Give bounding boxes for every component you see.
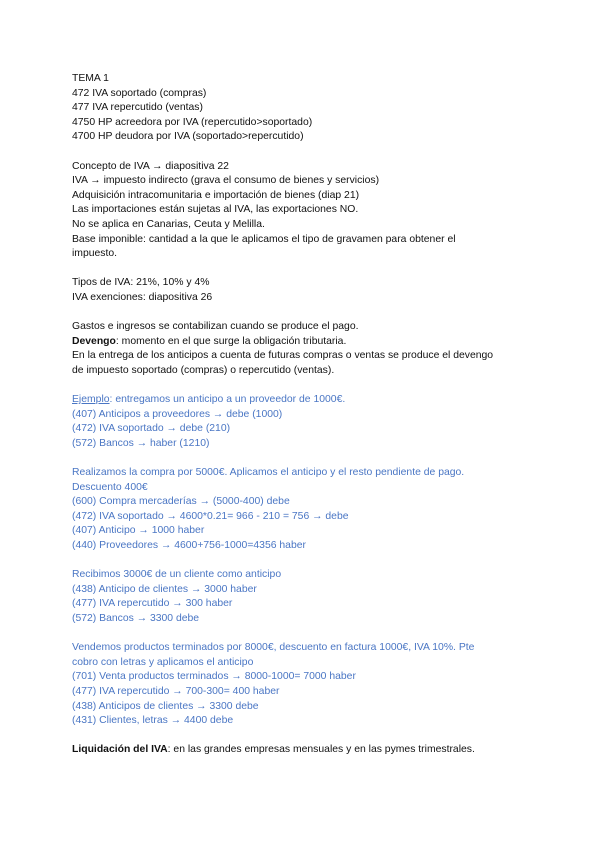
account-line: 4700 HP deudora por IVA (soportado>repercutido) xyxy=(72,131,304,143)
venta-entry: (701) Venta productos terminados → 8000-1000= 7000 haber xyxy=(72,671,356,683)
devengo-line xyxy=(72,335,532,350)
spacer xyxy=(72,451,532,466)
spacer xyxy=(72,378,532,393)
compra-line: Realizamos la compra por 5000€. Aplicamos el anticipo y el resto pendiente de pago. xyxy=(72,467,465,479)
compra-entry: (407) Anticipo → 1000 haber xyxy=(72,525,205,537)
venta-line: Vendemos productos terminados por 8000€, descuento en factura 1000€, IVA 10%. Pte xyxy=(72,642,475,654)
spacer xyxy=(72,306,532,321)
concept-line: Adquisición intracomunitaria e importación de bienes (diap 21) xyxy=(72,189,360,201)
ejemplo-label: Ejemplo xyxy=(72,394,110,406)
anticipos-line: En la entrega de los anticipos a cuenta de futuras compras o ventas se produce el devengo xyxy=(72,350,494,362)
page-title: TEMA 1 xyxy=(72,73,109,84)
spacer xyxy=(72,145,532,160)
ejemplo-entry: (472) IVA soportado → debe (210) xyxy=(72,423,231,435)
account-line: 477 IVA repercutido (ventas) xyxy=(72,102,203,114)
liquidacion-text: : en las grandes empresas mensuales y en las pymes trimestrales. xyxy=(167,744,475,756)
concept-line: Base imponible: cantidad a la que le aplicamos el tipo de gravamen para obtener el xyxy=(72,233,456,245)
compra-entry: (600) Compra mercaderías → (5000-400) debe xyxy=(72,496,290,508)
devengo-definition: : momento en el que surge la obligación tributaria. xyxy=(115,335,347,347)
compra-entry: (472) IVA soportado → 4600*0.21= 966 - 210 = 756 → debe xyxy=(72,510,349,522)
ejemplo-text: : entregamos un anticipo a un proveedor de 1000€. xyxy=(109,394,346,406)
venta-line: cobro con letras y aplicamos el anticipo xyxy=(72,656,254,668)
venta-entry: (477) IVA repercutido → 700-300= 400 haber xyxy=(72,685,280,697)
ejemplo-entry: (572) Bancos → haber (1210) xyxy=(72,437,210,449)
concept-line: IVA → impuesto indirecto (grava el consumo de bienes y servicios) xyxy=(72,175,380,187)
venta-entry: (431) Clientes, letras → 4400 debe xyxy=(72,715,234,727)
spacer xyxy=(72,729,532,744)
account-line: 472 IVA soportado (compras) xyxy=(72,87,207,99)
concept-line: impuesto. xyxy=(72,248,118,260)
concept-line: No se aplica en Canarias, Ceuta y Melilla. xyxy=(72,218,265,230)
ejemplo-entry: (407) Anticipos a proveedores → debe (1000) xyxy=(72,408,283,420)
concept-line: Las importaciones están sujetas al IVA, las exportaciones NO. xyxy=(72,204,359,216)
devengo-term: Devengo xyxy=(72,335,116,347)
liquidacion-line xyxy=(72,743,532,758)
gastos-line: Gastos e ingresos se contabilizan cuando se produce el pago. xyxy=(72,321,359,333)
liquidacion-term: Liquidación del IVA xyxy=(72,744,168,756)
tipos-line: Tipos de IVA: 21%, 10% y 4% xyxy=(72,277,210,289)
compra-entry: (440) Proveedores → 4600+756-1000=4356 haber xyxy=(72,540,306,551)
compra-line: Descuento 400€ xyxy=(72,481,148,493)
account-line: 4750 HP acreedora por IVA (repercutido>soportado) xyxy=(72,116,313,128)
spacer xyxy=(72,554,532,569)
document-page xyxy=(72,72,532,758)
exenciones-line: IVA exenciones: diapositiva 26 xyxy=(72,291,213,303)
cliente-entry: (438) Anticipo de clientes → 3000 haber xyxy=(72,583,257,595)
spacer xyxy=(72,627,532,642)
anticipos-line: de impuesto soportado (compras) o repercutido (ventas). xyxy=(72,364,335,376)
cliente-entry: (477) IVA repercutido → 300 haber xyxy=(72,598,233,610)
cliente-line: Recibimos 3000€ de un cliente como anticipo xyxy=(72,569,282,581)
cliente-entry: (572) Bancos → 3300 debe xyxy=(72,612,200,624)
spacer xyxy=(72,262,532,277)
concept-line: Concepto de IVA → diapositiva 22 xyxy=(72,160,229,172)
venta-entry: (438) Anticipos de clientes → 3300 debe xyxy=(72,700,259,712)
ejemplo-heading xyxy=(72,393,532,408)
